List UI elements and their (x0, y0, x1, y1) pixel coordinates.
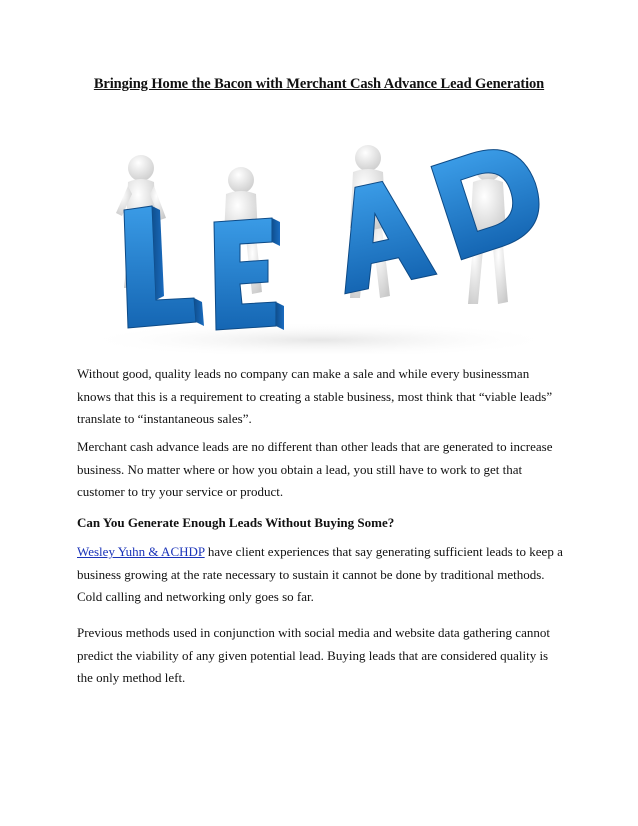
document-title: Bringing Home the Bacon with Merchant Cash Advance Lead Generation (93, 76, 545, 92)
floor-shadow (79, 322, 559, 354)
paragraph-2: Merchant cash advance leads are no different than other leads that are generated to increase business. No matter where or how you obtain a lead, you still have to work to get that customer to try your service or product. (77, 439, 553, 499)
wesley-yuhn-link[interactable]: Wesley Yuhn & ACHDP (77, 544, 205, 559)
letter-e-block (214, 218, 284, 330)
paragraph-3 (77, 541, 563, 609)
letter-l-block (124, 206, 204, 328)
paragraph-1: Without good, quality leads no company can make a sale and while every businessman knows that this is a requirement to creating a stable business, most think that “viable leads” translate to “instantaneous sales”. (77, 366, 553, 426)
paragraph-4: Previous methods used in conjunction with social media and website data gathering cannot predict the viability of any given potential lead. Buying leads that are considered quality is the only method left. (77, 625, 550, 685)
lead-figure-image (76, 118, 562, 354)
section-heading: Can You Generate Enough Leads Without Buying Some? (77, 515, 395, 530)
paragraph-3-text: have client experiences that say generating sufficient leads to keep a business growing at the rate necessary to sustain it cannot be done by traditional methods. Cold calling and networking only goes so far. (77, 544, 563, 604)
